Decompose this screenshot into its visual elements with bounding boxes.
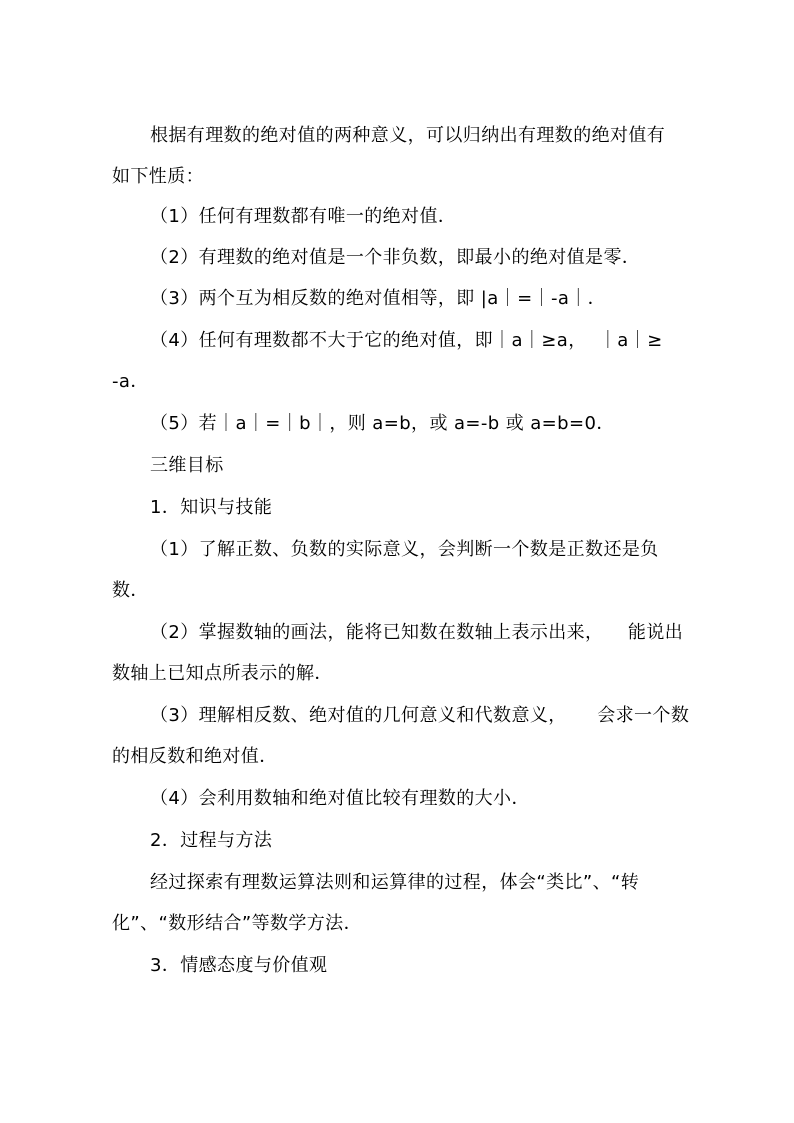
text-line: （5）若｜a｜=｜b｜，则 a=b，或 a=-b 或 a=b=0． bbox=[150, 413, 615, 434]
text-line: （3）两个互为相反数的绝对值相等，即 |a｜=｜-a｜． bbox=[150, 288, 607, 309]
text-line: （2）掌握数轴的画法，能将已知数在数轴上表示出来， 能说出 bbox=[150, 622, 684, 643]
text-line: 如下性质： bbox=[112, 166, 204, 187]
text-line: （4）会利用数轴和绝对值比较有理数的大小． bbox=[150, 788, 530, 809]
text-line: 化”、“数形结合”等数学方法． bbox=[112, 913, 362, 934]
subsection-heading: 3．情感态度与价值观 bbox=[150, 955, 328, 976]
text-line: （4）任何有理数都不大于它的绝对值，即｜a｜≥a， ｜a｜≥ bbox=[150, 330, 663, 351]
section-heading: 三维目标 bbox=[150, 455, 224, 476]
text-line: 根据有理数的绝对值的两种意义，可以归纳出有理数的绝对值有 bbox=[150, 125, 666, 146]
text-line: 经过探索有理数运算法则和运算律的过程，体会“类比”、“转 bbox=[150, 872, 640, 893]
text-line: （3）理解相反数、绝对值的几何意义和代数意义， 会求一个数 bbox=[150, 705, 690, 726]
text-line: （2）有理数的绝对值是一个非负数，即最小的绝对值是零． bbox=[150, 247, 641, 268]
subsection-heading: 2．过程与方法 bbox=[150, 830, 273, 851]
text-line: 数轴上已知点所表示的解． bbox=[112, 663, 333, 684]
text-line: 的相反数和绝对值． bbox=[112, 746, 278, 767]
subsection-heading: 1．知识与技能 bbox=[150, 497, 273, 518]
text-line: 数． bbox=[112, 580, 149, 601]
text-line: -a． bbox=[112, 371, 149, 392]
text-line: （1）了解正数、负数的实际意义，会判断一个数是正数还是负 bbox=[150, 539, 659, 560]
text-line: （1）任何有理数都有唯一的绝对值． bbox=[150, 206, 457, 227]
